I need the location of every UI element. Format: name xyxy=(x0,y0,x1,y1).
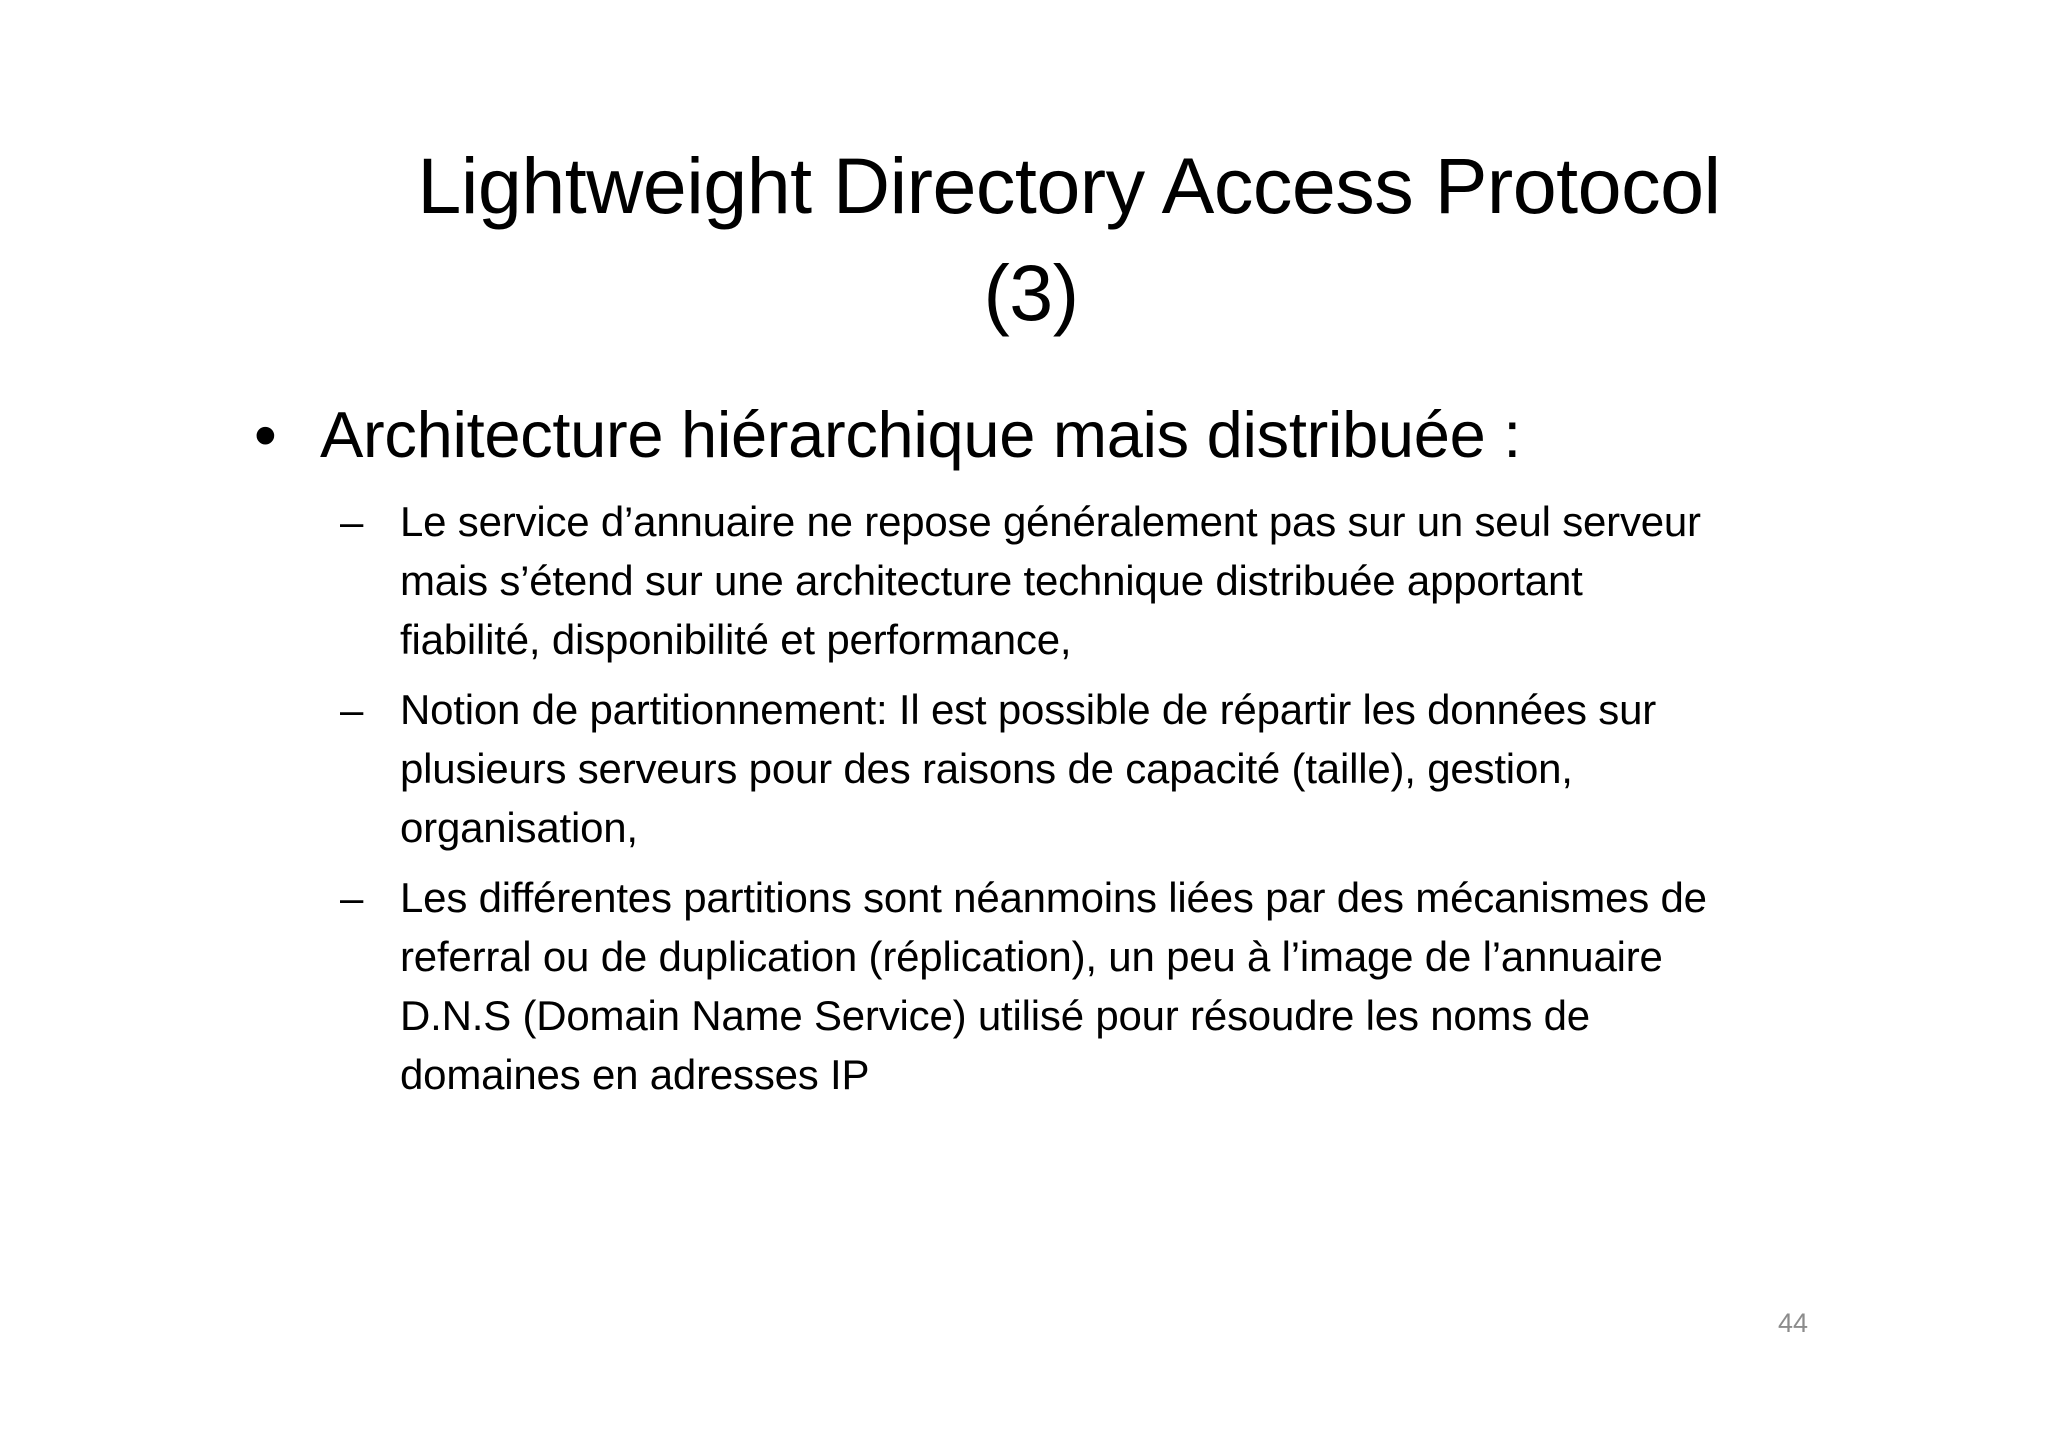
bullet-icon: • xyxy=(254,398,277,471)
sub-bullet-line: organisation, xyxy=(400,804,638,851)
sub-bullet-item xyxy=(340,492,1820,669)
dash-icon: – xyxy=(340,498,364,545)
page-number: 44 xyxy=(1777,1308,1808,1338)
sub-bullet-line: D.N.S (Domain Name Service) utilisé pour résoudre les noms de xyxy=(400,992,1590,1039)
sub-bullet-line: fiabilité, disponibilité et performance, xyxy=(400,616,1072,663)
sub-bullet-line: domaines en adresses IP xyxy=(400,1051,870,1098)
sub-bullet-item xyxy=(340,868,1820,1104)
sub-bullet-line: Les différentes partitions sont néanmoins liées par des mécanismes de xyxy=(400,874,1707,921)
sub-bullet-list xyxy=(340,492,1820,1115)
sub-bullet-line: referral ou de duplication (réplication), un peu à l’image de l’annuaire xyxy=(400,933,1663,980)
slide-title xyxy=(250,132,1800,346)
sub-bullet-line: Notion de partitionnement: Il est possible de répartir les données sur xyxy=(400,686,1657,733)
sub-bullet-line: plusieurs serveurs pour des raisons de capacité (taille), gestion, xyxy=(400,745,1573,792)
main-bullet-text: Architecture hiérarchique mais distribuée : xyxy=(320,398,1521,471)
sub-bullet-line: Le service d’annuaire ne repose généralement pas sur un seul serveur xyxy=(400,498,1701,545)
dash-icon: – xyxy=(340,874,364,921)
title-line-2: (3) xyxy=(983,248,1079,337)
title-line-1: Lightweight Directory Access Protocol xyxy=(417,141,1721,230)
sub-bullet-item xyxy=(340,680,1820,857)
sub-bullet-line: mais s’étend sur une architecture technique distribuée apportant xyxy=(400,557,1583,604)
dash-icon: – xyxy=(340,686,364,733)
